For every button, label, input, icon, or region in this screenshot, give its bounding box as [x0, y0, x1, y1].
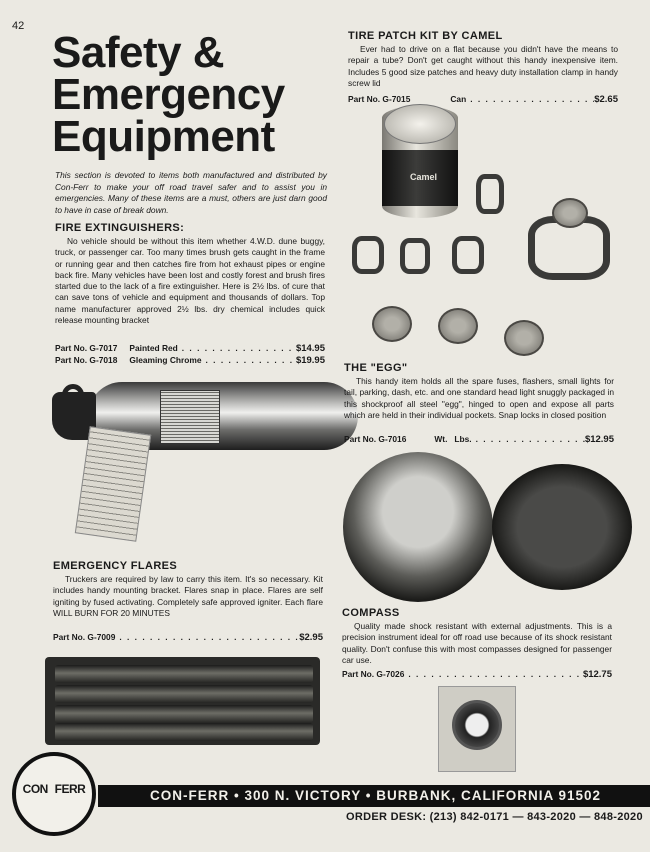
- instruction-tag: [75, 426, 151, 542]
- tire-body: Ever had to drive on a flat because you didn't have the means to repair a tube? Don't get caught without this handy inexpensive item. Includes 5 good size patches and heavy duty installation clamp in handy screw lid: [348, 44, 618, 88]
- egg-headlight-half: [343, 452, 493, 602]
- fire-red-desc: Painted Red: [129, 343, 178, 353]
- flares-price: $2.95: [299, 632, 323, 643]
- egg-parts-half: [492, 464, 632, 590]
- egg-price: $12.95: [584, 434, 614, 445]
- page-number: 42: [12, 20, 25, 32]
- flares-heading: EMERGENCY FLARES: [53, 560, 178, 572]
- compass-heading: COMPASS: [342, 607, 400, 619]
- flares-item: [53, 632, 323, 643]
- fire-chrome-part: Part No. G-7018: [55, 355, 118, 365]
- logo-text: CON FERR: [22, 782, 86, 796]
- fire-red-part: Part No. G-7017: [55, 343, 118, 353]
- fire-item-red: [55, 343, 325, 354]
- fire-body: No vehicle should be without this item whether 4.W.D. dune buggy, truck, or passenger car. Too many times brush gets caught in the frame or running gear and then catches fire from hot exhaust pipes or engine back fire. Many vehicles have been lost and costly forest and brush fires started due to the lack of a fire extinguisher. Here is 2½ lbs. of cure that can save tons of vehicle and equipment and thousands of dollars. Top name manufacturer approved 2½ lbs. dry chemical includes quick release mounting bracket: [55, 236, 325, 326]
- intro-text: This section is devoted to items both manufactured and distributed by Con-Ferr to make your off road travel safer and to assist you in emergencies. Many of these items are a must, others are just darn good to have in case of break down.: [55, 170, 327, 215]
- egg-part: Part No. G-7016: [344, 434, 407, 444]
- title-line-3: Equipment: [52, 112, 275, 161]
- compass-item: [342, 669, 612, 680]
- egg-body: This handy item holds all the spare fuses, flashers, small lights for tail, parking, dash, etc. and one standard head light snuggly packaged in this shockproof all steel "egg", hinged to open and expose all parts which are held in their individual pockets. Snap locks in closed position: [344, 376, 614, 420]
- compass-price: $12.75: [582, 669, 612, 680]
- page-title: [52, 28, 342, 161]
- tire-heading: TIRE PATCH KIT BY CAMEL: [348, 30, 503, 42]
- tire-desc: Can: [450, 94, 467, 104]
- compass-body: Quality made shock resistant with external adjustments. This is a precision instrument ideal for off road use because of its shock resistant quality. Don't confuse this with most compasses designed for passenger car use.: [342, 621, 612, 665]
- title-line-2: Emergency: [52, 70, 285, 119]
- title-line-1: Safety &: [52, 28, 225, 77]
- tire-item: [348, 94, 618, 105]
- address-bar: CON-FERR • 300 N. VICTORY • BURBANK, CALIFORNIA 91502: [98, 785, 650, 807]
- tire-part: Part No. G-7015: [348, 94, 411, 104]
- fire-red-price: $14.95: [295, 343, 325, 354]
- fire-chrome-price: $19.95: [295, 355, 325, 366]
- tire-price: $2.65: [594, 94, 618, 105]
- egg-heading: THE "EGG": [344, 362, 408, 374]
- fire-chrome-desc: Gleaming Chrome: [129, 355, 202, 365]
- egg-item: [344, 434, 614, 445]
- fire-heading: FIRE EXTINGUISHERS:: [55, 222, 185, 234]
- compass-part: Part No. G-7026: [342, 669, 405, 679]
- fire-item-chrome: [55, 355, 325, 366]
- egg-desc: Wt. Lbs.: [434, 434, 472, 444]
- order-desk: ORDER DESK: (213) 842-0171 — 843-2020 — 848-2020: [346, 811, 643, 823]
- can-label: Camel: [410, 172, 438, 182]
- flares-part: Part No. G-7009: [53, 632, 116, 642]
- flares-photo: [45, 657, 320, 745]
- flares-body: Truckers are required by law to carry this item. It's so necessary. Kit includes handy mounting bracket. Flares snap in place. Flares are self igniting by fused activating. Completely safe approved igniter. Each flare WILL BURN FOR 20 MINUTES: [53, 574, 323, 618]
